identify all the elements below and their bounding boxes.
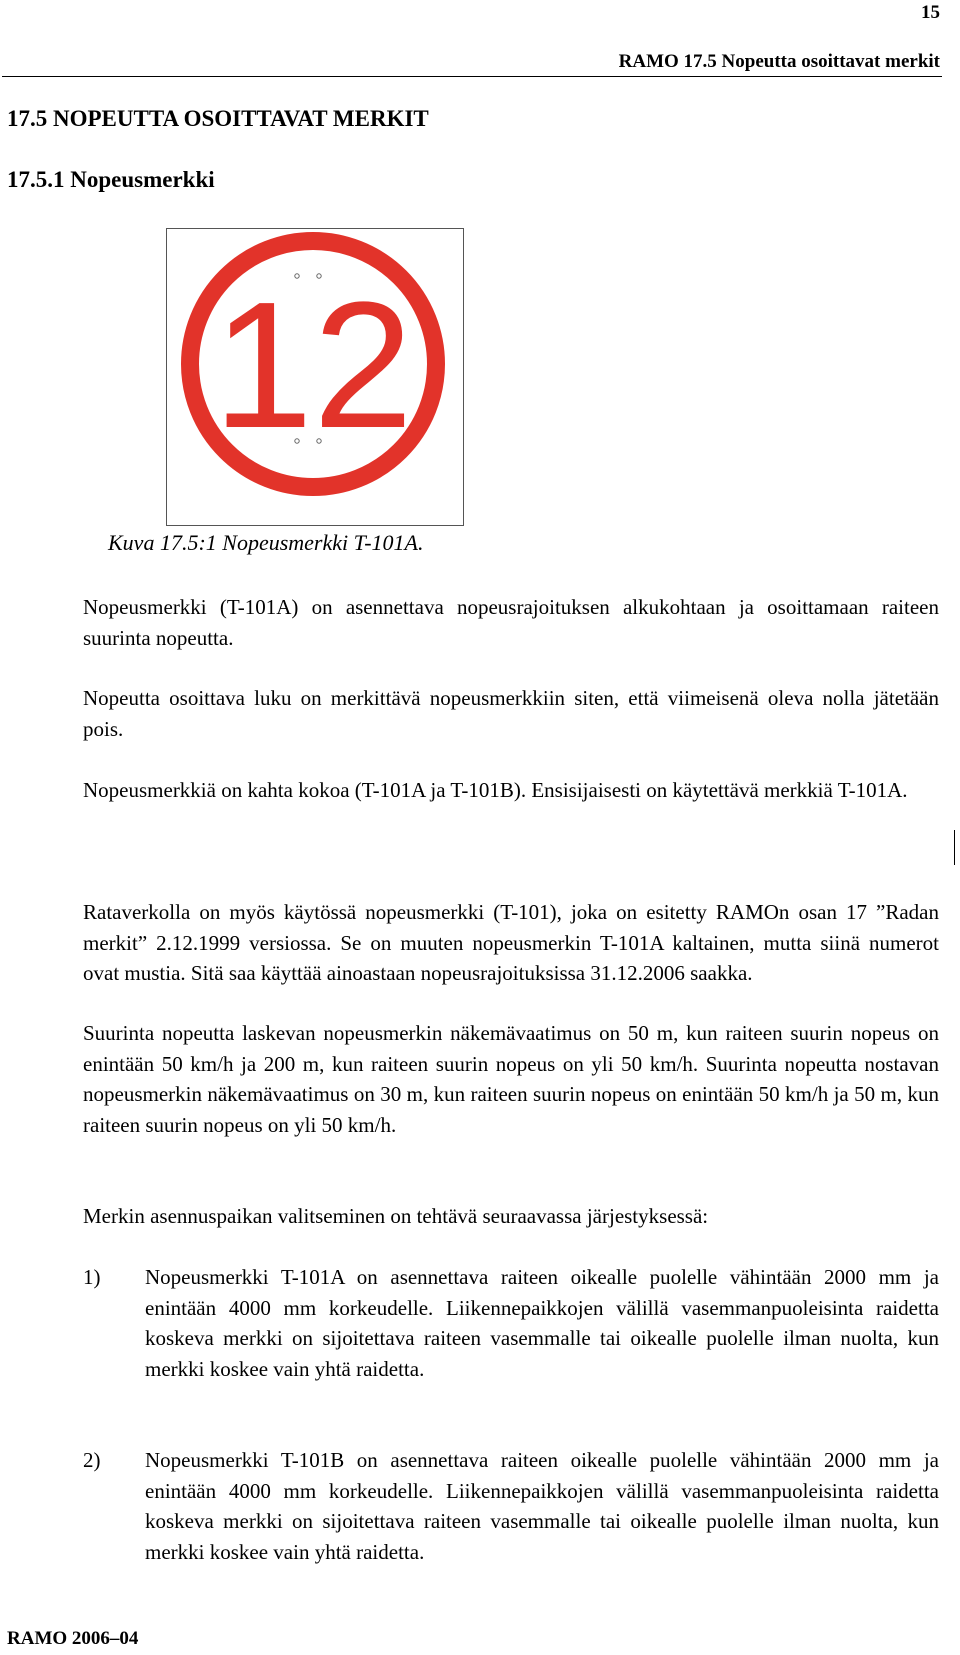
list-item-text: Nopeusmerkki T-101A on asennettava raiteen oikealle puolelle vähintään 2000 mm ja enintään 4000 mm korkeudelle. Liikennepaikkojen välillä vasemmanpuoleisinta raidetta koskeva merkki on sijoitettava raiteen vasemmalle tai oikealle puolelle ilman nuolta, kun merkki koskee vain yhtä raidetta. bbox=[145, 1265, 939, 1381]
speed-sign-image bbox=[167, 229, 462, 524]
section-title: 17.5 NOPEUTTA OSOITTAVAT MERKIT bbox=[7, 106, 429, 131]
list-item-text: Nopeusmerkki T-101B on asennettava raiteen oikealle puolelle vähintään 2000 mm ja enintään 4000 mm korkeudelle. Liikennepaikkojen välillä vasemmanpuoleisinta raidetta koskeva merkki on sijoitettava raiteen vasemmalle tai oikealle puolelle ilman nuolta, kun merkki koskee vain yhtä raidetta. bbox=[145, 1448, 939, 1564]
footer-label: RAMO 2006–04 bbox=[7, 1628, 139, 1649]
paragraph: Merkin asennuspaikan valitseminen on tehtävä seuraavassa järjestyksessä: bbox=[83, 1204, 709, 1228]
list-item-number: 1) bbox=[83, 1265, 101, 1289]
paragraph: Nopeusmerkkiä on kahta kokoa (T-101A ja T-101B). Ensisijaisesti on käytettävä merkkiä T-101A. bbox=[83, 778, 908, 802]
change-bar bbox=[954, 830, 955, 865]
speed-sign-number: 12 bbox=[212, 265, 414, 466]
paragraph: Nopeutta osoittava luku on merkittävä nopeusmerkkiin siten, että viimeisenä oleva nolla jätetään pois. bbox=[83, 686, 939, 741]
list-item-number: 2) bbox=[83, 1448, 101, 1472]
list-item bbox=[83, 1445, 939, 1600]
paragraph: Rataverkolla on myös käytössä nopeusmerkki (T-101), joka on esitetty RAMOn osan 17 ”Radan merkit” 2.12.1999 versiossa. Se on muuten nopeusmerkin T-101A kaltainen, mutta siinä numerot ovat mustia. Sitä saa käyttää ainoastaan nopeusrajoituksissa 31.12.2006 saakka. bbox=[83, 900, 939, 985]
paragraph: Suurinta nopeutta laskevan nopeusmerkin näkemävaatimus on 50 m, kun raiteen suurin nopeus on enintään 50 km/h ja 200 m, kun raiteen suurin nopeus on yli 50 km/h. Suurinta nopeutta nostavan nopeusmerkin näkemävaatimus on 30 m, kun raiteen suurin nopeus on enintään 50 km/h ja 50 m, kun raiteen suurin nopeus on yli 50 km/h. bbox=[83, 1021, 939, 1137]
list-item bbox=[83, 1262, 939, 1417]
header-rule bbox=[2, 76, 942, 77]
figure-caption: Kuva 17.5:1 Nopeusmerkki T-101A. bbox=[108, 530, 424, 555]
paragraph: Nopeusmerkki (T-101A) on asennettava nopeusrajoituksen alkukohtaan ja osoittamaan raiteen suurinta nopeutta. bbox=[83, 595, 939, 650]
page-number: 15 bbox=[921, 2, 940, 23]
running-header: RAMO 17.5 Nopeutta osoittavat merkit bbox=[618, 51, 940, 72]
speed-sign-figure bbox=[166, 228, 464, 526]
subsection-title: 17.5.1 Nopeusmerkki bbox=[7, 167, 215, 192]
